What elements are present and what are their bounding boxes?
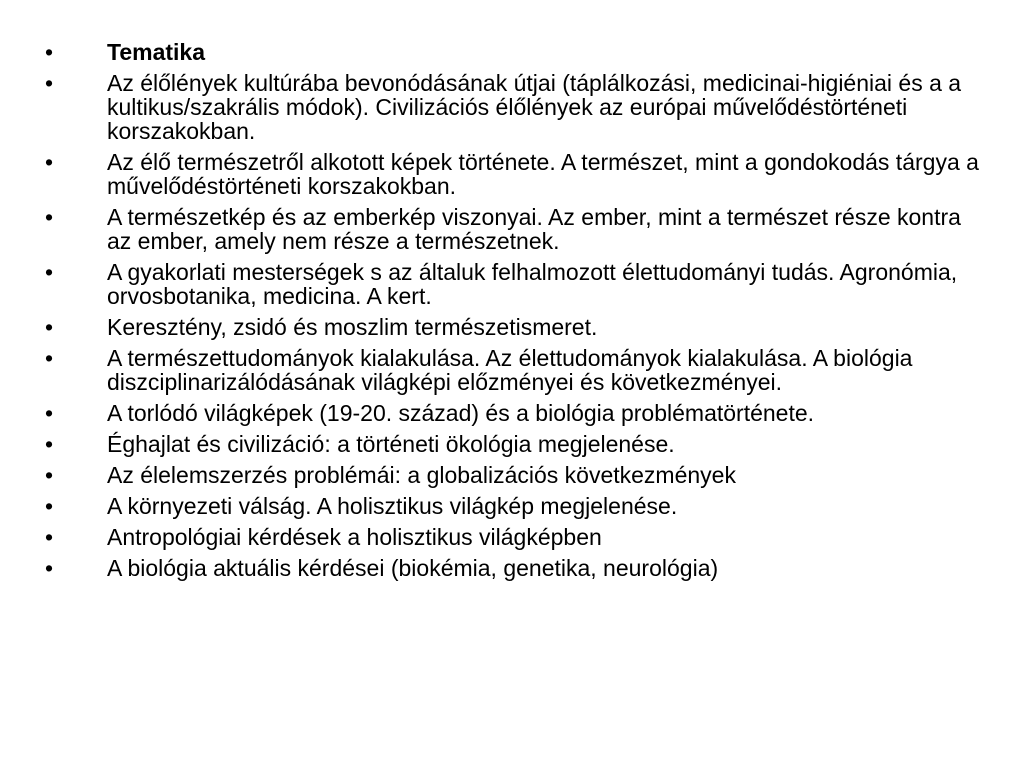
bullet-icon: • [45,431,54,457]
list-item-text: Keresztény, zsidó és moszlim természetismeret. [107,314,598,340]
list-item-text: Éghajlat és civilizáció: a történeti ökológia megjelenése. [107,431,675,457]
list-item [40,315,980,339]
bullet-icon: • [45,149,54,175]
list-item-text: Az élelemszerzés problémái: a globalizációs következmények [107,462,736,488]
list-item [40,150,980,198]
list-item [40,260,980,308]
list-item [40,205,980,253]
list-item [40,401,980,425]
topic-list [40,40,980,587]
list-item [40,525,980,549]
list-item [40,463,980,487]
bullet-icon: • [45,400,54,426]
list-item [40,556,980,580]
bullet-icon: • [45,493,54,519]
bullet-icon: • [45,462,54,488]
list-item-text: A torlódó világképek (19-20. század) és a biológia problématörténete. [107,400,815,426]
list-item [40,71,980,143]
list-item-text: Az élő természetről alkotott képek története. A természet, mint a gondokodás tárgya a művelődéstörténeti korszakokban. [107,149,979,199]
list-item-text: A gyakorlati mesterségek s az általuk felhalmozott élettudományi tudás. Agronómia, orvosbotanika, medicina. A kert. [107,259,958,309]
bullet-icon: • [45,259,54,285]
list-item-text: A természettudományok kialakulása. Az élettudományok kialakulása. A biológia diszciplinarizálódásának világképi előzményei és következményei. [107,345,913,395]
bullet-icon: • [45,314,54,340]
list-item-text: A környezeti válság. A holisztikus világkép megjelenése. [107,493,678,519]
list-item-text: Az élőlények kultúrába bevonódásának útjai (táplálkozási, medicinai-higiéniai és a a kultikus/szakrális módok). Civilizációs élőlények az európai művelődéstörténeti korszakokban. [107,70,962,144]
heading-text: Tematika [107,39,206,65]
bullet-icon: • [45,39,54,65]
bullet-icon: • [45,204,54,230]
bullet-icon: • [45,345,54,371]
bullet-icon: • [45,70,54,96]
list-item [40,432,980,456]
list-item-text: A biológia aktuális kérdései (biokémia, genetika, neurológia) [107,555,719,581]
list-item-text: A természetkép és az emberkép viszonyai. Az ember, mint a természet része kontra az ember, amely nem része a természetnek. [107,204,961,254]
list-item [40,494,980,518]
list-item-text: Antropológiai kérdések a holisztikus világképben [107,524,602,550]
bullet-icon: • [45,524,54,550]
bullet-icon: • [45,555,54,581]
list-item [40,346,980,394]
list-item-heading [40,40,980,64]
